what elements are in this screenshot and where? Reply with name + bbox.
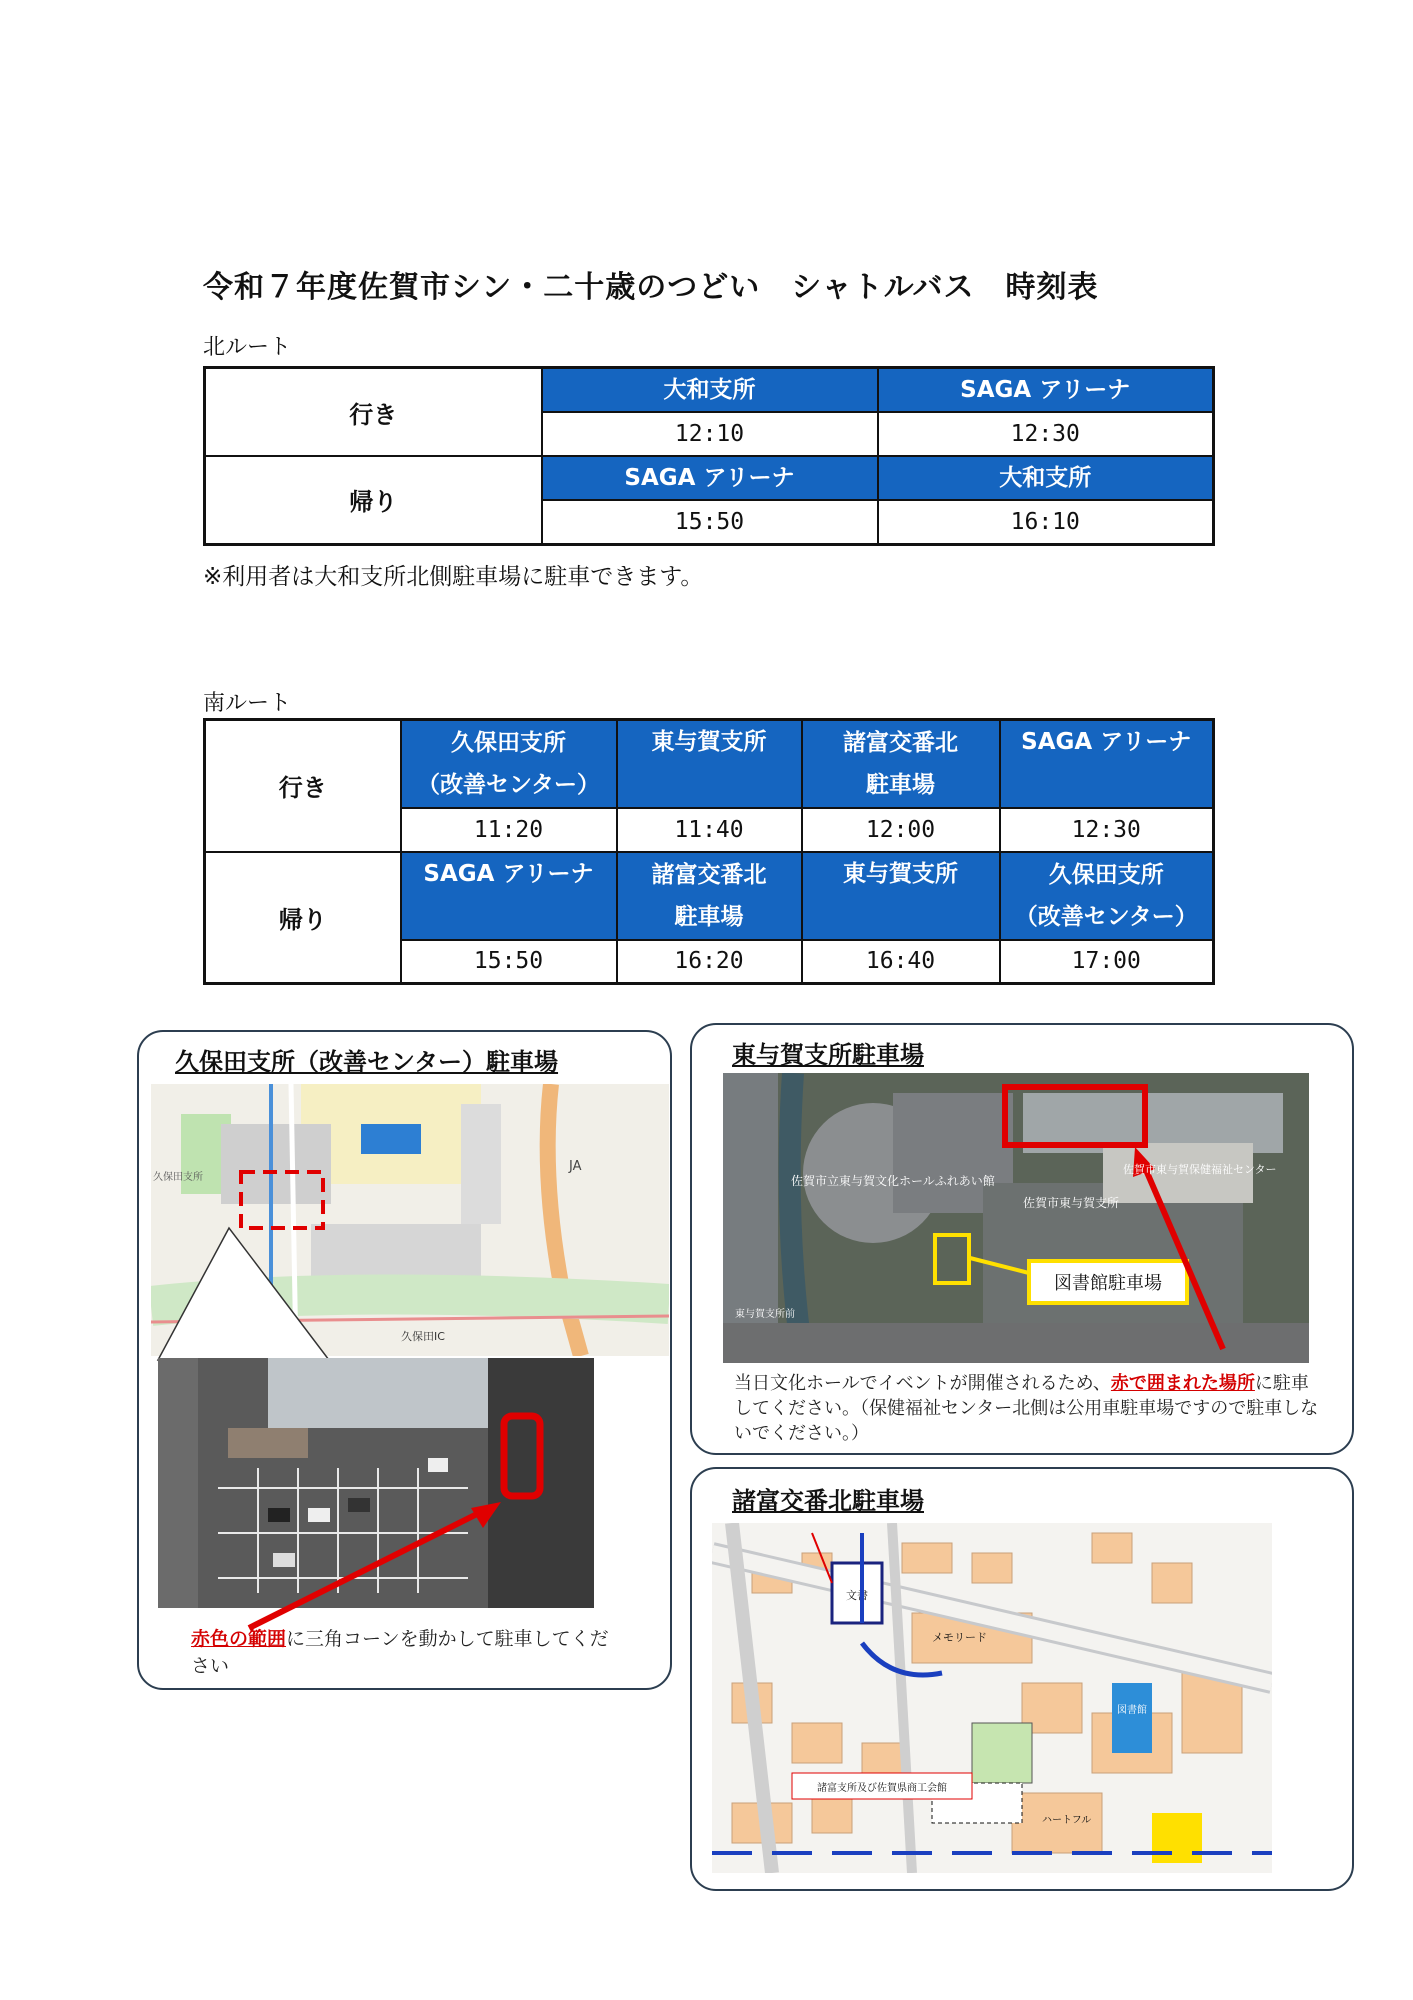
morodomi-parking-panel: [690, 1467, 1354, 1891]
map-label: メモリード: [932, 1631, 987, 1644]
map-label: 久保田IC: [401, 1330, 445, 1343]
map-label: ハートフル: [1042, 1815, 1092, 1826]
map-label: 久保田支所: [153, 1172, 203, 1183]
map-label: 佐賀市東与賀保健福祉センター: [1123, 1163, 1277, 1176]
map-label: 諸富支所及び佐賀県商工会館: [817, 1783, 947, 1794]
library-parking-label: 図書館駐車場: [1054, 1273, 1162, 1294]
north-timetable: [203, 366, 1215, 546]
time-cell: 15:50: [401, 940, 617, 984]
direction-outbound: 行き: [205, 720, 401, 852]
map-label: 図書館: [1117, 1705, 1147, 1716]
map-label: 佐賀市立東与賀文化ホールふれあい館: [791, 1174, 995, 1188]
time-cell: 16:10: [878, 500, 1214, 544]
panel-title: 東与賀支所駐車場: [732, 1041, 924, 1069]
stop-header: 久保田支所 （改善センター）: [401, 720, 617, 808]
north-parking-note: ※利用者は大和支所北側駐車場に駐車できます。: [203, 564, 704, 590]
stop-header: SAGA アリーナ: [542, 456, 878, 500]
time-cell: 11:20: [401, 808, 617, 852]
red-arrow-icon: [139, 1032, 670, 1688]
map-label: JA: [569, 1159, 582, 1174]
panel-caption: 当日文化ホールでイベントが開催されるため、赤で囲まれた場所に駐車してください。（保健福祉センター北側は公用車駐車場ですので駐車しないでください。）: [734, 1373, 1319, 1444]
time-cell: 15:50: [542, 500, 878, 544]
stop-header: 東与賀支所: [802, 852, 1000, 940]
time-cell: 11:40: [617, 808, 802, 852]
map-graphic: [712, 1523, 1272, 1873]
stop-header: 大和支所: [542, 368, 878, 413]
direction-return: 帰り: [205, 456, 542, 544]
north-route-label: 北ルート: [203, 335, 292, 360]
panel-caption: 赤色の範囲に三角コーンを動かして駐車してください: [191, 1628, 609, 1677]
south-timetable: [203, 718, 1215, 985]
time-cell: 12:00: [802, 808, 1000, 852]
time-cell: 17:00: [1000, 940, 1214, 984]
panel-title: 久保田支所（改善センター）駐車場: [175, 1048, 559, 1076]
stop-header: SAGA アリーナ: [401, 852, 617, 940]
time-cell: 12:30: [1000, 808, 1214, 852]
morodomi-area-map: [712, 1523, 1272, 1873]
map-label: 東与賀支所前: [735, 1309, 795, 1320]
stop-header: 諸富交番北 駐車場: [802, 720, 1000, 808]
time-cell: 12:10: [542, 412, 878, 456]
time-cell: 16:20: [617, 940, 802, 984]
time-cell: 16:40: [802, 940, 1000, 984]
stop-header: SAGA アリーナ: [1000, 720, 1214, 808]
page-title: 令和７年度佐賀市シン・二十歳のつどい シャトルバス 時刻表: [203, 270, 1099, 305]
kubota-parking-panel: [137, 1030, 672, 1690]
direction-outbound: 行き: [205, 368, 542, 457]
map-label: 佐賀市東与賀支所: [1023, 1196, 1120, 1210]
stop-header: 大和支所: [878, 456, 1214, 500]
map-label: 文書: [846, 1589, 868, 1602]
time-cell: 12:30: [878, 412, 1214, 456]
stop-header: 東与賀支所: [617, 720, 802, 808]
stop-header: 諸富交番北 駐車場: [617, 852, 802, 940]
higashiyoka-parking-panel: [690, 1023, 1354, 1455]
panel-title: 諸富交番北駐車場: [732, 1487, 924, 1515]
stop-header: 久保田支所 （改善センター）: [1000, 852, 1214, 940]
higashiyoka-aerial-photo: [723, 1073, 1309, 1363]
stop-header: SAGA アリーナ: [878, 368, 1214, 413]
aerial-graphic: [723, 1073, 1309, 1363]
south-route-label: 南ルート: [203, 691, 292, 716]
direction-return: 帰り: [205, 852, 401, 984]
